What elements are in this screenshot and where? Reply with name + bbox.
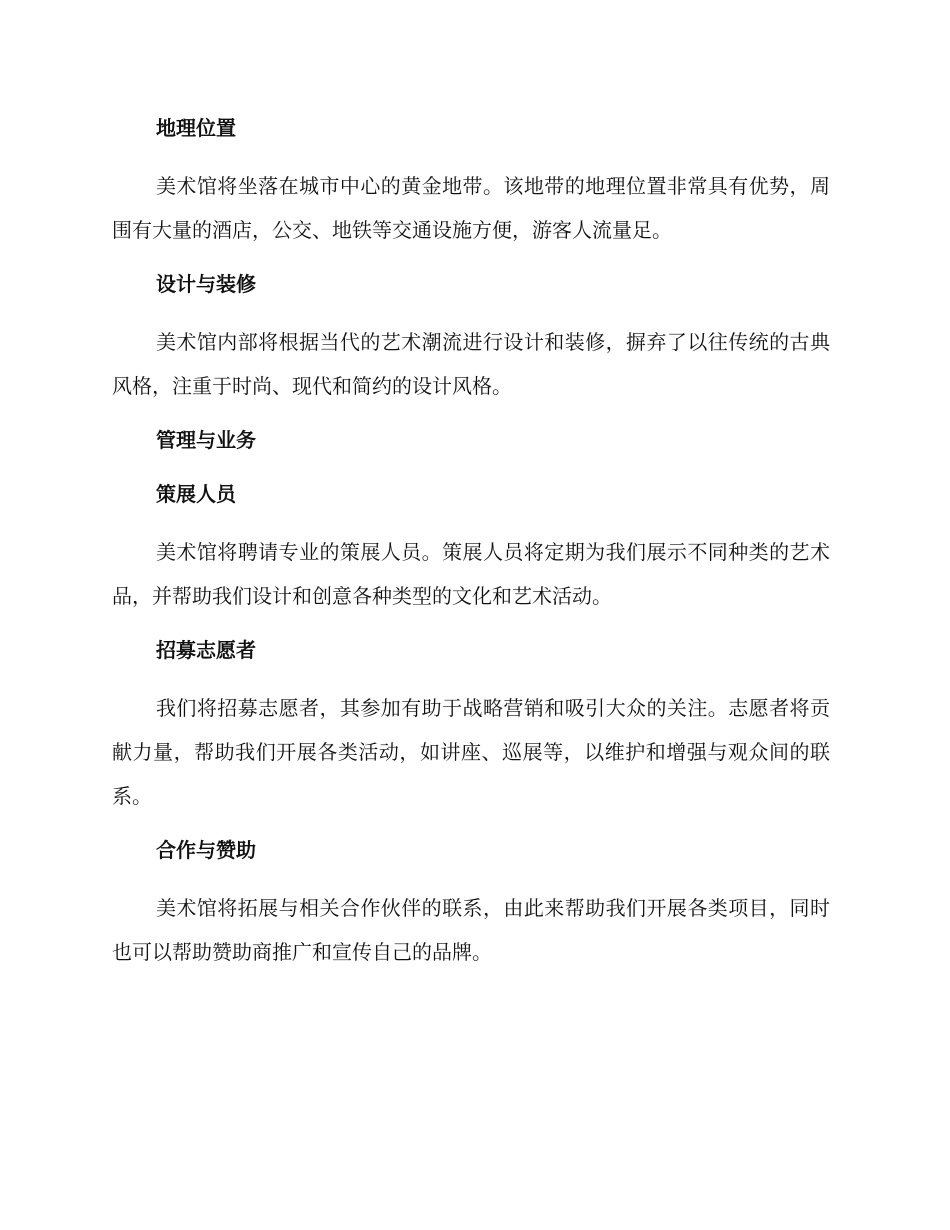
- section-heading: 设计与装修: [156, 272, 256, 296]
- section-paragraph: 美术馆内部将根据当代的艺术潮流进行设计和装修，摒弃了以往传统的古典风格，注重于时尚、现代和简约的设计风格。: [112, 330, 830, 398]
- section-paragraph: 美术馆将拓展与相关合作伙伴的联系，由此来帮助我们开展各类项目，同时也可以帮助赞助商推广和宣传自己的品牌。: [112, 896, 830, 964]
- section-heading: 管理与业务: [156, 428, 256, 452]
- section-volunteers: [112, 632, 830, 818]
- section-paragraph: 我们将招募志愿者，其参加有助于战略营销和吸引大众的关注。志愿者将贡献力量，帮助我们开展各类活动，如讲座、巡展等，以维护和增强与观众间的联系。: [112, 696, 830, 808]
- section-partnership: [112, 832, 830, 974]
- section-paragraph: 美术馆将聘请专业的策展人员。策展人员将定期为我们展示不同种类的艺术品，并帮助我们设计和创意各种类型的文化和艺术活动。: [112, 540, 830, 608]
- section-heading: 合作与赞助: [156, 838, 256, 862]
- section-heading: 招募志愿者: [156, 638, 256, 662]
- section-curators: [112, 476, 830, 618]
- section-heading: 地理位置: [156, 116, 236, 140]
- section-design: [112, 266, 830, 408]
- section-management: [112, 422, 830, 458]
- section-location: [112, 110, 830, 252]
- section-paragraph: 美术馆将坐落在城市中心的黄金地带。该地带的地理位置非常具有优势，周围有大量的酒店，公交、地铁等交通设施方便，游客人流量足。: [112, 174, 830, 242]
- section-heading: 策展人员: [156, 482, 236, 506]
- document-page: [112, 110, 830, 988]
